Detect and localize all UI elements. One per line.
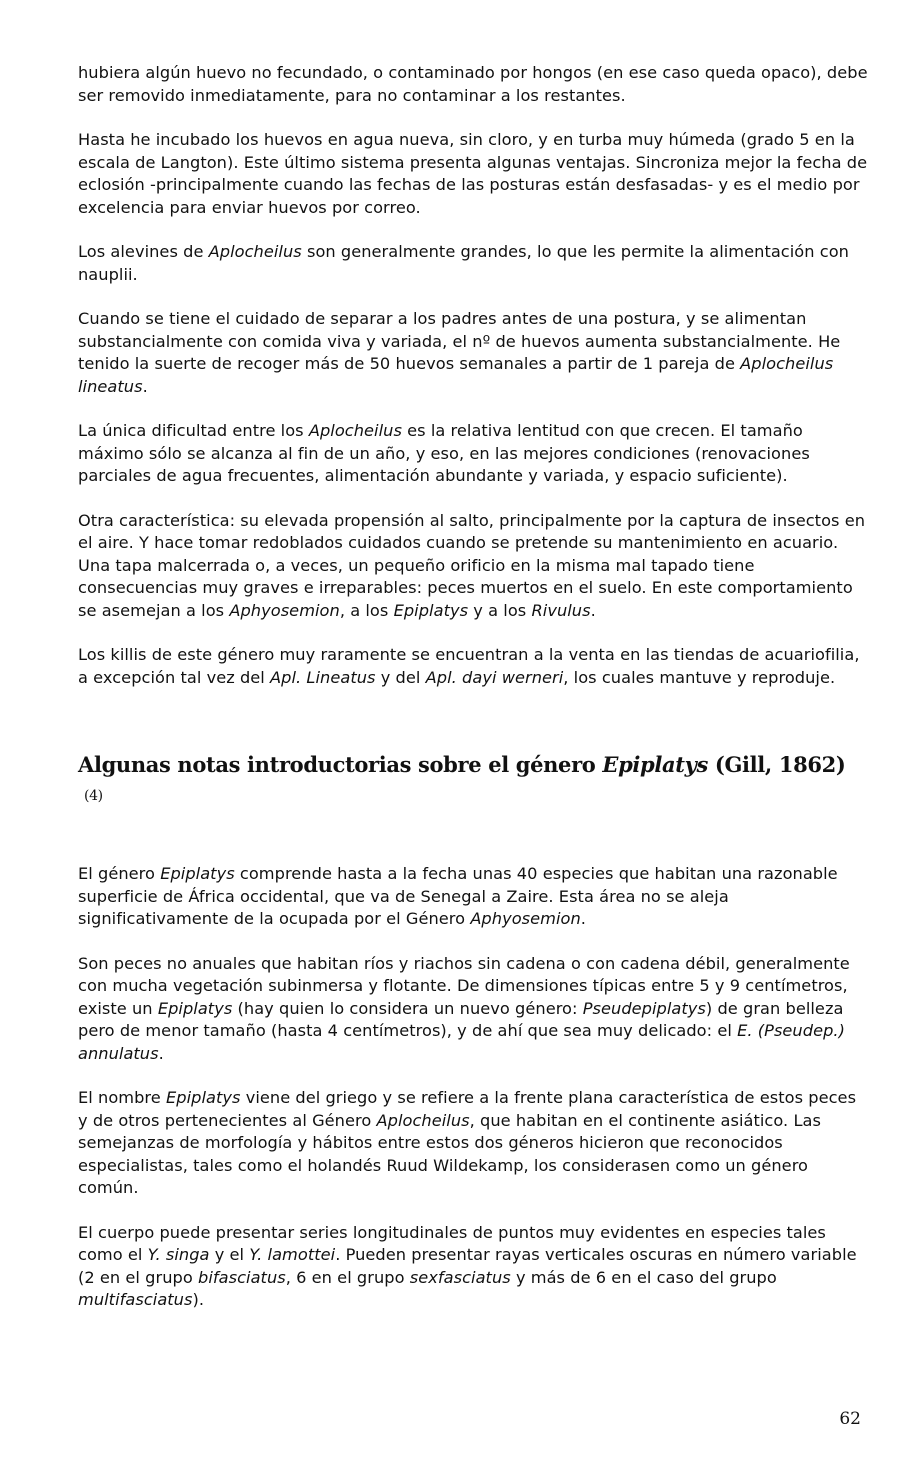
text-run: (hay quien lo considera un nuevo género: <box>232 998 583 1018</box>
italic-term: Epiplatys <box>157 998 233 1018</box>
paragraph <box>78 1087 868 1200</box>
text-run: . <box>142 376 148 396</box>
italic-term: Epiplatys <box>393 600 469 620</box>
text-run: ). <box>192 1290 205 1309</box>
italic-term: Apl. Lineatus <box>270 667 376 687</box>
page-body <box>78 62 868 1334</box>
text-run: . <box>158 1043 164 1063</box>
italic-term: sexfasciatus <box>409 1267 511 1287</box>
italic-term: Y. singa <box>147 1245 210 1264</box>
text-run: , los cuales mantuve y reproduje. <box>563 667 836 687</box>
text-run: viene del griego y se refiere a la frente plana característica de estos peces y de otros pertenecientes al Género <box>78 1088 857 1130</box>
heading-text-after: (Gill, 1862) <box>707 752 846 777</box>
italic-term: Aplocheilus <box>308 421 402 440</box>
text-run: . <box>590 600 596 620</box>
paragraph <box>78 953 868 1066</box>
text-run: Hasta he incubado los huevos en agua nueva, sin cloro, y en turba muy húmeda (grado 5 en la escala de Langton). Este último sistema presenta algunas ventajas. Sincroniza mejor la fecha de eclosión -principalmente cuando las fechas de las posturas están desfasadas- y es el medio por excelencia para enviar huevos por correo. <box>78 130 868 217</box>
paragraph <box>78 420 868 488</box>
text-run: es la relativa lentitud con que crecen. El tamaño máximo sólo se alcanza al fin de un año, y eso, en las mejores condiciones (renovaciones parciales de agua frecuentes, alimentación abundante y variada, y espacio suficiente). <box>78 421 810 485</box>
text-run: . <box>580 909 586 928</box>
italic-term: Rivulus <box>531 600 591 620</box>
text-run: y a los <box>468 600 532 620</box>
text-run: . Pueden presentar rayas verticales oscuras en número variable (2 en el grupo <box>78 1245 857 1287</box>
paragraph <box>78 308 868 398</box>
paragraph <box>78 129 868 219</box>
italic-term: Apl. dayi werneri <box>425 667 564 687</box>
paragraph <box>78 62 868 107</box>
text-run: Cuando se tiene el cuidado de separar a los padres antes de una postura, y se alimentan substancialmente con comida viva y variada, el nº de huevos aumenta substancialmente. He tenido la suerte de recoger más de 50 huevos semanales a partir de 1 pareja de <box>78 309 841 373</box>
text-run: comprende hasta a la fecha unas 40 especies que habitan una razonable superficie de África occidental, que va de Senegal a Zaire. Esta área no se aleja significativamente de la ocupada por el Género <box>78 864 838 928</box>
paragraph <box>78 510 868 623</box>
italic-term: Aplocheilus <box>376 1110 470 1130</box>
text-run: , 6 en el grupo <box>285 1267 410 1287</box>
text-run: y el <box>209 1245 250 1264</box>
text-run: El género <box>78 864 161 883</box>
text-run: y más de 6 en el caso del grupo <box>510 1267 777 1287</box>
text-run: y del <box>375 667 426 687</box>
text-run: Otra característica: su elevada propensión al salto, principalmente por la captura de insectos en el aire. Y hace tomar redoblados cuidados cuando se pretende su mantenimiento en acuario. Una tapa malcerrada o, a veces, un pequeño orificio en la misma mal tapado tiene consecuencias muy graves e irreparables: peces muertos en el suelo. En este comportamiento se asemejan a los <box>78 510 866 620</box>
italic-term: E. (Pseudep.) annulatus <box>78 1021 845 1063</box>
italic-term: Y. lamottei <box>249 1245 336 1264</box>
text-run: hubiera algún huevo no fecundado, o contaminado por hongos (en ese caso queda opaco), debe ser removido inmediatamente, para no contaminar a los restantes. <box>78 63 868 105</box>
bottom-paragraphs <box>78 863 868 1312</box>
text-run: ) de gran belleza pero de menor tamaño (hasta 4 centímetros), y de ahí que sea muy delicado: el <box>78 998 844 1040</box>
italic-term: Epiplatys <box>165 1088 241 1107</box>
italic-term: Aphyosemion <box>470 909 581 928</box>
text-run: El cuerpo puede presentar series longitudinales de puntos muy evidentes en especies tales como el <box>78 1222 826 1264</box>
italic-term: bifasciatus <box>198 1267 286 1287</box>
text-run: son generalmente grandes, lo que les permite la alimentación con nauplii. <box>78 242 849 284</box>
text-run: El nombre <box>78 1088 166 1107</box>
text-run: Los killis de este género muy raramente se encuentran a la venta en las tiendas de acuariofilia, a excepción tal vez del <box>78 645 860 687</box>
text-run: La única dificultad entre los <box>78 421 309 440</box>
italic-term: Aplocheilus lineatus <box>78 354 834 396</box>
heading-reference: (4) <box>84 788 103 804</box>
heading-genus: Epiplatys <box>602 752 708 777</box>
text-run: Son peces no anuales que habitan ríos y riachos sin cadena o con cadena débil, generalmente con mucha vegetación subinmersa y flotante. De dimensiones típicas entre 5 y 9 centímetros, existe un <box>78 953 850 1018</box>
paragraph <box>78 1222 868 1312</box>
italic-term: Aplocheilus <box>208 242 302 261</box>
paragraph <box>78 241 868 286</box>
italic-term: multifasciatus <box>78 1290 193 1309</box>
italic-term: Epiplatys <box>160 864 235 883</box>
page-number: 62 <box>839 1409 861 1429</box>
italic-term: Aphyosemion <box>229 600 340 620</box>
text-run: , a los <box>339 600 394 620</box>
italic-term: Pseudepiplatys <box>582 998 706 1018</box>
top-paragraphs <box>78 62 868 689</box>
paragraph <box>78 863 868 931</box>
paragraph <box>78 644 868 689</box>
text-run: Los alevines de <box>78 242 209 261</box>
section-heading <box>78 751 868 810</box>
heading-text-before: Algunas notas introductorias sobre el género <box>78 752 603 777</box>
text-run: , que habitan en el continente asiático. Las semejanzas de morfología y hábitos entre estos dos géneros hicieron que reconocidos especialistas, tales como el holandés Ruud Wildekamp, los considerasen como un género común. <box>78 1110 821 1197</box>
